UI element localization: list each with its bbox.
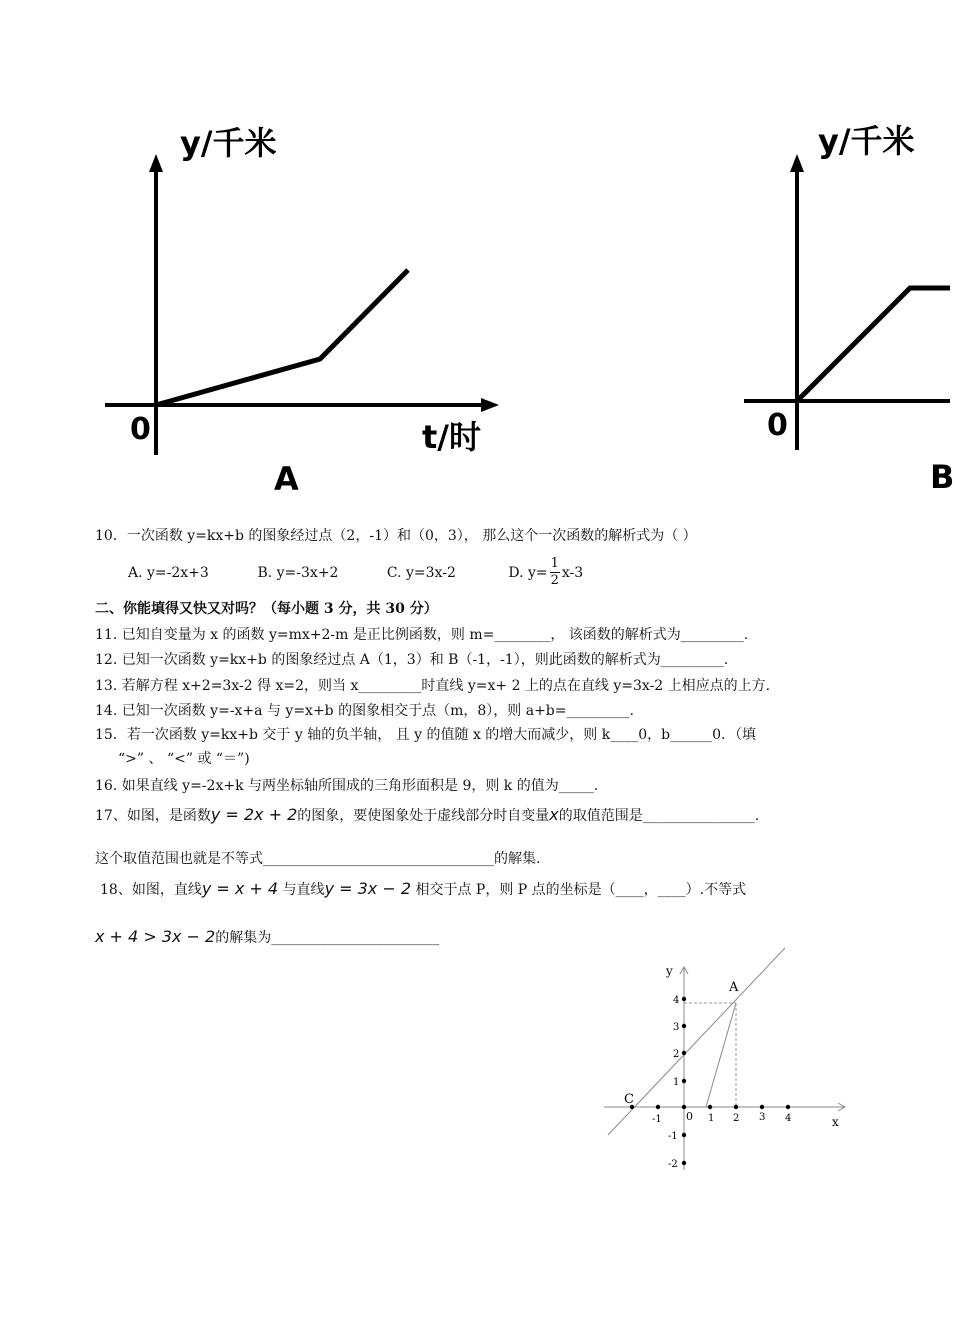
q17-middle: 的图象，要使图象处于虚线部分时自变量 — [297, 808, 550, 824]
graph-a-origin: 0 — [130, 412, 151, 447]
y-dot — [682, 1133, 686, 1137]
x-dot — [708, 1105, 712, 1109]
y-tick-label: -1 — [668, 1131, 678, 1142]
q18-line2-suffix: 的解集为________________________ — [215, 930, 440, 946]
y-dot — [682, 1161, 686, 1165]
q17-suffix: 的取值范围是________________. — [558, 808, 760, 824]
point-c-label: C — [624, 1092, 634, 1107]
y-dot — [682, 1024, 686, 1028]
y-tick-label: 2 — [673, 1049, 680, 1060]
q17-line2: 这个取值范围也就是不等式_________________________________的解集. — [95, 851, 541, 867]
q11-text: 11. 已知自变量为 x 的函数 y=mx+2-m 是正比例函数，则 m=________， 该函数的解析式为_________. — [95, 627, 749, 643]
y-axis-label: y — [666, 964, 673, 978]
origin-label: 0 — [686, 1110, 693, 1123]
q10-text: 10．一次函数 y=kx+b 的图象经过点（2，-1）和（0，3）， 那么这个一次函数的解析式为（ ） — [95, 528, 697, 544]
q10-option-d-prefix: D. y= — [508, 564, 548, 581]
y-tick-label: 1 — [673, 1077, 680, 1088]
x-dot — [786, 1105, 790, 1109]
fraction-denominator: 2 — [550, 573, 559, 588]
q17-line1 — [95, 806, 759, 825]
q18-middle: 与直线 — [282, 882, 325, 898]
y-tick-label: 4 — [673, 995, 680, 1006]
graph-a-x-label: t/时 — [422, 418, 481, 456]
x-dot — [656, 1105, 660, 1109]
graph-a-caption: A — [274, 460, 299, 498]
graph-b-y-label: y/千米 — [818, 122, 915, 160]
y-tick-label: -2 — [668, 1159, 678, 1170]
q18-line2 — [95, 928, 439, 947]
x-axis-label: x — [832, 1115, 839, 1129]
q10-option-d-suffix: x-3 — [561, 564, 584, 581]
q18-formula-1: y = x + 4 — [201, 879, 279, 898]
point-a-label: A — [729, 980, 739, 995]
q15-line1: 15．若一次函数 y=kx+b 交于 y 轴的负半轴， 且 y 的值随 x 的增大而减少，则 k____0，b______0．（填 — [95, 727, 756, 743]
graph-a-y-label: y/千米 — [180, 124, 277, 162]
y-dot — [682, 997, 686, 1001]
line-steep — [706, 1003, 736, 1107]
q10-option-d-fraction — [550, 556, 560, 589]
q17-prefix: 17、如图，是函数 — [95, 808, 211, 824]
q17-formula: y = 2x + 2 — [210, 805, 298, 824]
y-dot — [682, 1051, 686, 1055]
q17-variable: x — [549, 805, 559, 824]
section2-heading: 二、你能填得又快又对吗？（每小题 3 分，共 30 分） — [95, 601, 438, 617]
q10-option-a: A. y=-2x+3 — [128, 564, 209, 581]
coord-graph — [600, 945, 860, 1185]
q10-option-b: B. y=-3x+2 — [257, 564, 339, 581]
q16-text: 16. 如果直线 y=-2x+k 与两坐标轴所围成的三角形面积是 9，则 k 的值为_____. — [95, 778, 599, 794]
q14-text: 14. 已知一次函数 y=-x+a 与 y=x+b 的图象相交于点（m，8），则 a+b=_________. — [95, 703, 634, 719]
q10-options — [128, 556, 583, 589]
graph-b-origin: 0 — [767, 408, 788, 443]
x-tick-label: -1 — [652, 1114, 662, 1125]
q15-line2: “>” 、 “<” 或 “＝”) — [118, 751, 250, 767]
q18-prefix: 18、如图，直线 — [100, 882, 202, 898]
q18-line1 — [100, 880, 746, 899]
graph-b-caption: B — [930, 458, 954, 496]
q12-text: 12. 已知一次函数 y=kx+b 的图象经过点 A（1，3）和 B（-1，-1），则此函数的解析式为_________. — [95, 652, 729, 668]
y-tick-label: 3 — [673, 1022, 680, 1033]
x-dot — [734, 1105, 738, 1109]
x-dot — [760, 1105, 764, 1109]
x-tick-label: 2 — [733, 1113, 740, 1124]
q18-formula-3: x + 4 > 3x − 2 — [95, 927, 216, 946]
x-tick-label: 1 — [708, 1113, 715, 1124]
q18-formula-2: y = 3x − 2 — [324, 879, 412, 898]
x-tick-label: 4 — [785, 1113, 792, 1124]
y-dot — [682, 1079, 686, 1083]
q18-suffix: 相交于点 P，则 P 点的坐标是（____，____）.不等式 — [415, 882, 747, 898]
q10-option-c: C. y=3x-2 — [386, 564, 456, 581]
q13-text: 13. 若解方程 x+2=3x-2 得 x=2，则当 x_________时直线 y=x+ 2 上的点在直线 y=3x-2 上相应点的上方. — [95, 678, 771, 694]
q10-option-d — [508, 556, 584, 588]
x-tick-label: 3 — [759, 1112, 766, 1123]
fraction-numerator: 1 — [550, 556, 559, 571]
origin-dot — [682, 1105, 686, 1109]
